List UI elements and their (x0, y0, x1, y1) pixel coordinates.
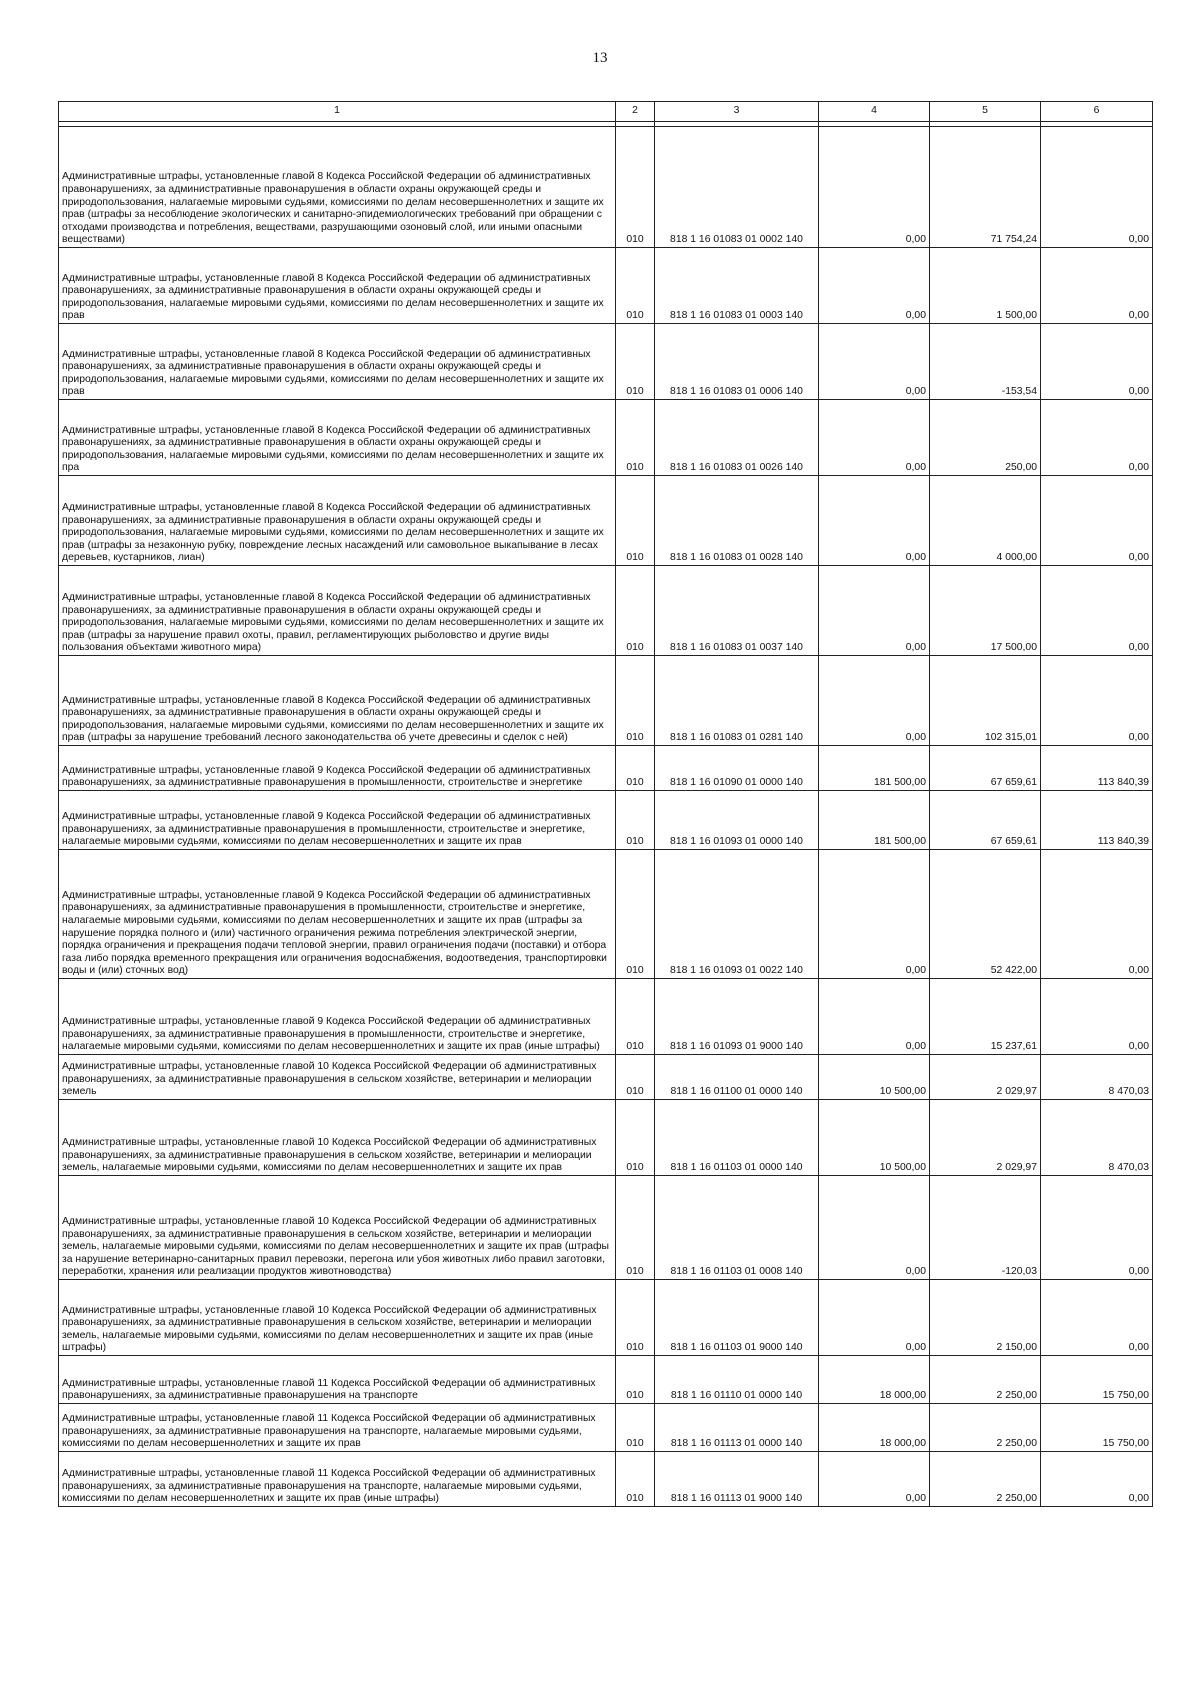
row-col6-cell: 0,00 (1041, 1452, 1153, 1507)
row-name-cell: Административные штрафы, установленные главой 8 Кодекса Российской Федерации об административных правонарушениях, за административные правонарушения в области охраны окружающей среды и природопользования, налагаемые мировыми судьями, комиссиями по делам несовершеннолетних и защите их прав (штрафы за нарушение требований лесного законодательства об учете древесины и сделок с ней) (59, 656, 616, 746)
row-line-code-cell: 010 (616, 979, 655, 1055)
row-line-code-cell: 010 (616, 400, 655, 476)
row-line-code-cell: 010 (616, 791, 655, 850)
row-col5-cell: 4 000,00 (930, 476, 1041, 566)
row-name-cell: Административные штрафы, установленные главой 11 Кодекса Российской Федерации об административных правонарушениях, за административные правонарушения на транспорте, налагаемые мировыми судьями, комиссиями по делам несовершеннолетних и защите их прав (59, 1404, 616, 1452)
row-name-cell: Административные штрафы, установленные главой 10 Кодекса Российской Федерации об административных правонарушениях, за административные правонарушения в сельском хозяйстве, ветеринарии и мелиорации земель (59, 1055, 616, 1100)
row-col4-cell: 0,00 (819, 656, 930, 746)
row-budget-code-cell: 818 1 16 01113 01 9000 140 (655, 1452, 819, 1507)
row-budget-code-cell: 818 1 16 01083 01 0037 140 (655, 566, 819, 656)
table-row (59, 1176, 1153, 1280)
row-col5-cell: 71 754,24 (930, 127, 1041, 248)
row-col4-cell: 181 500,00 (819, 791, 930, 850)
table-row (59, 324, 1153, 400)
row-col5-cell: -153,54 (930, 324, 1041, 400)
row-col6-cell: 0,00 (1041, 248, 1153, 324)
row-col6-cell: 8 470,03 (1041, 1100, 1153, 1176)
row-col4-cell: 18 000,00 (819, 1404, 930, 1452)
table-row (59, 566, 1153, 656)
row-col4-cell: 10 500,00 (819, 1100, 930, 1176)
row-col6-cell: 0,00 (1041, 850, 1153, 979)
column-header-5: 5 (930, 102, 1041, 122)
row-name-cell: Административные штрафы, установленные главой 9 Кодекса Российской Федерации об административных правонарушениях, за административные правонарушения в промышленности, строительстве и энергетике, налагаемые мировыми судьями, комиссиями по делам несовершеннолетних и защите их прав (59, 791, 616, 850)
table-row (59, 791, 1153, 850)
row-col5-cell: 250,00 (930, 400, 1041, 476)
row-col5-cell: 2 250,00 (930, 1452, 1041, 1507)
column-header-6: 6 (1041, 102, 1153, 122)
row-line-code-cell: 010 (616, 1356, 655, 1404)
row-col5-cell: 2 150,00 (930, 1280, 1041, 1356)
row-name-cell: Административные штрафы, установленные главой 8 Кодекса Российской Федерации об административных правонарушениях, за административные правонарушения в области охраны окружающей среды и природопользования, налагаемые мировыми судьями, комиссиями по делам несовершеннолетних и защите их прав (штрафы за несоблюдение экологических и санитарно-эпидемиологических требований при обращении с отходами производства и потребления, веществами, разрушающими озоновый слой, или иными опасными веществами) (59, 127, 616, 248)
row-col6-cell: 0,00 (1041, 566, 1153, 656)
row-line-code-cell: 010 (616, 1176, 655, 1280)
row-col6-cell: 8 470,03 (1041, 1055, 1153, 1100)
column-number-row (59, 102, 1153, 122)
row-col4-cell: 0,00 (819, 476, 930, 566)
row-col4-cell: 0,00 (819, 1280, 930, 1356)
row-budget-code-cell: 818 1 16 01110 01 0000 140 (655, 1356, 819, 1404)
row-name-cell: Административные штрафы, установленные главой 10 Кодекса Российской Федерации об административных правонарушениях, за административные правонарушения в сельском хозяйстве, ветеринарии и мелиорации земель, налагаемые мировыми судьями, комиссиями по делам несовершеннолетних и защите их прав (59, 1100, 616, 1176)
row-col6-cell: 0,00 (1041, 979, 1153, 1055)
table-row (59, 850, 1153, 979)
row-budget-code-cell: 818 1 16 01093 01 9000 140 (655, 979, 819, 1055)
table-row (59, 1280, 1153, 1356)
row-col4-cell: 0,00 (819, 566, 930, 656)
row-col6-cell: 15 750,00 (1041, 1356, 1153, 1404)
row-col4-cell: 0,00 (819, 1452, 930, 1507)
row-col5-cell: 102 315,01 (930, 656, 1041, 746)
table-row (59, 248, 1153, 324)
row-col5-cell: 1 500,00 (930, 248, 1041, 324)
table-row (59, 746, 1153, 791)
row-line-code-cell: 010 (616, 1280, 655, 1356)
table-row (59, 979, 1153, 1055)
row-col4-cell: 0,00 (819, 979, 930, 1055)
row-line-code-cell: 010 (616, 127, 655, 248)
table-row (59, 1055, 1153, 1100)
row-budget-code-cell: 818 1 16 01083 01 0002 140 (655, 127, 819, 248)
row-budget-code-cell: 818 1 16 01083 01 0006 140 (655, 324, 819, 400)
row-line-code-cell: 010 (616, 1100, 655, 1176)
row-col6-cell: 15 750,00 (1041, 1404, 1153, 1452)
row-budget-code-cell: 818 1 16 01093 01 0000 140 (655, 791, 819, 850)
row-name-cell: Административные штрафы, установленные главой 9 Кодекса Российской Федерации об административных правонарушениях, за административные правонарушения в промышленности, строительстве и энергетике, налагаемые мировыми судьями, комиссиями по делам несовершеннолетних и защите их прав (иные штрафы) (59, 979, 616, 1055)
row-budget-code-cell: 818 1 16 01113 01 0000 140 (655, 1404, 819, 1452)
table-row (59, 400, 1153, 476)
column-header-2: 2 (616, 102, 655, 122)
row-budget-code-cell: 818 1 16 01083 01 0281 140 (655, 656, 819, 746)
row-budget-code-cell: 818 1 16 01093 01 0022 140 (655, 850, 819, 979)
row-col6-cell: 0,00 (1041, 476, 1153, 566)
row-col5-cell: 15 237,61 (930, 979, 1041, 1055)
table-row (59, 127, 1153, 248)
row-col4-cell: 0,00 (819, 400, 930, 476)
row-line-code-cell: 010 (616, 1404, 655, 1452)
row-budget-code-cell: 818 1 16 01090 01 0000 140 (655, 746, 819, 791)
row-name-cell: Административные штрафы, установленные главой 10 Кодекса Российской Федерации об административных правонарушениях, за административные правонарушения в сельском хозяйстве, ветеринарии и мелиорации земель, налагаемые мировыми судьями, комиссиями по делам несовершеннолетних и защите их прав (иные штрафы) (59, 1280, 616, 1356)
row-col5-cell: -120,03 (930, 1176, 1041, 1280)
row-col4-cell: 181 500,00 (819, 746, 930, 791)
row-col5-cell: 2 250,00 (930, 1356, 1041, 1404)
table-row (59, 1452, 1153, 1507)
row-line-code-cell: 010 (616, 324, 655, 400)
column-header-1: 1 (59, 102, 616, 122)
table-body (59, 127, 1153, 1507)
row-line-code-cell: 010 (616, 248, 655, 324)
row-name-cell: Административные штрафы, установленные главой 10 Кодекса Российской Федерации об административных правонарушениях, за административные правонарушения в сельском хозяйстве, ветеринарии и мелиорации земель, налагаемые мировыми судьями, комиссиями по делам несовершеннолетних и защите их прав (штрафы за нарушение ветеринарно-санитарных правил перевозки, перегона или убоя животных либо правил заготовки, переработки, хранения или реализации продуктов животноводства) (59, 1176, 616, 1280)
row-budget-code-cell: 818 1 16 01103 01 0000 140 (655, 1100, 819, 1176)
row-col6-cell: 0,00 (1041, 400, 1153, 476)
table-row (59, 1100, 1153, 1176)
table-row (59, 476, 1153, 566)
row-line-code-cell: 010 (616, 476, 655, 566)
column-header-3: 3 (655, 102, 819, 122)
row-line-code-cell: 010 (616, 566, 655, 656)
row-name-cell: Административные штрафы, установленные главой 9 Кодекса Российской Федерации об административных правонарушениях, за административные правонарушения в промышленности, строительстве и энергетике (59, 746, 616, 791)
row-name-cell: Административные штрафы, установленные главой 11 Кодекса Российской Федерации об административных правонарушениях, за административные правонарушения на транспорте, налагаемые мировыми судьями, комиссиями по делам несовершеннолетних и защите их прав (иные штрафы) (59, 1452, 616, 1507)
row-col5-cell: 2 029,97 (930, 1055, 1041, 1100)
row-col4-cell: 0,00 (819, 248, 930, 324)
row-name-cell: Административные штрафы, установленные главой 11 Кодекса Российской Федерации об административных правонарушениях, за административные правонарушения на транспорте (59, 1356, 616, 1404)
revenue-table (58, 101, 1153, 1507)
table-row (59, 1404, 1153, 1452)
row-col6-cell: 0,00 (1041, 127, 1153, 248)
row-line-code-cell: 010 (616, 746, 655, 791)
row-line-code-cell: 010 (616, 1055, 655, 1100)
page-number: 13 (592, 50, 608, 66)
row-budget-code-cell: 818 1 16 01083 01 0003 140 (655, 248, 819, 324)
table-row (59, 1356, 1153, 1404)
row-budget-code-cell: 818 1 16 01083 01 0028 140 (655, 476, 819, 566)
row-budget-code-cell: 818 1 16 01083 01 0026 140 (655, 400, 819, 476)
row-name-cell: Административные штрафы, установленные главой 8 Кодекса Российской Федерации об административных правонарушениях, за административные правонарушения в области охраны окружающей среды и природопользования, налагаемые мировыми судьями, комиссиями по делам несовершеннолетних и защите их прав (штрафы за незаконную рубку, повреждение лесных насаждений или самовольное выкапывание в лесах деревьев, кустарников, лиан) (59, 476, 616, 566)
row-line-code-cell: 010 (616, 850, 655, 979)
row-col4-cell: 0,00 (819, 850, 930, 979)
row-col4-cell: 18 000,00 (819, 1356, 930, 1404)
row-col5-cell: 2 029,97 (930, 1100, 1041, 1176)
row-col4-cell: 0,00 (819, 1176, 930, 1280)
row-line-code-cell: 010 (616, 1452, 655, 1507)
table-row (59, 656, 1153, 746)
row-budget-code-cell: 818 1 16 01100 01 0000 140 (655, 1055, 819, 1100)
row-col6-cell: 0,00 (1041, 1176, 1153, 1280)
row-col5-cell: 2 250,00 (930, 1404, 1041, 1452)
row-col5-cell: 67 659,61 (930, 746, 1041, 791)
row-col5-cell: 67 659,61 (930, 791, 1041, 850)
row-col4-cell: 0,00 (819, 324, 930, 400)
row-col6-cell: 113 840,39 (1041, 791, 1153, 850)
row-col6-cell: 0,00 (1041, 656, 1153, 746)
row-name-cell: Административные штрафы, установленные главой 9 Кодекса Российской Федерации об административных правонарушениях, за административные правонарушения в промышленности, строительстве и энергетике, налагаемые мировыми судьями, комиссиями по делам несовершеннолетних и защите их прав (штрафы за нарушение порядка полного и (или) частичного ограничения режима потребления электрической энергии, порядка ограничения и прекращения подачи тепловой энергии, правил ограничения подачи (поставки) и отбора газа либо порядка временного прекращения или ограничения водоснабжения, водоотведения, транспортировки воды и (или) сточных вод) (59, 850, 616, 979)
row-col6-cell: 113 840,39 (1041, 746, 1153, 791)
row-col6-cell: 0,00 (1041, 1280, 1153, 1356)
row-col6-cell: 0,00 (1041, 324, 1153, 400)
row-col5-cell: 17 500,00 (930, 566, 1041, 656)
row-line-code-cell: 010 (616, 656, 655, 746)
column-header-4: 4 (819, 102, 930, 122)
row-name-cell: Административные штрафы, установленные главой 8 Кодекса Российской Федерации об административных правонарушениях, за административные правонарушения в области охраны окружающей среды и природопользования, налагаемые мировыми судьями, комиссиями по делам несовершеннолетних и защите их пра (59, 400, 616, 476)
row-name-cell: Административные штрафы, установленные главой 8 Кодекса Российской Федерации об административных правонарушениях, за административные правонарушения в области охраны окружающей среды и природопользования, налагаемые мировыми судьями, комиссиями по делам несовершеннолетних и защите их прав (штрафы за нарушение правил охоты, правил, регламентирующих рыболовство и другие виды пользования объектами животного мира) (59, 566, 616, 656)
row-name-cell: Административные штрафы, установленные главой 8 Кодекса Российской Федерации об административных правонарушениях, за административные правонарушения в области охраны окружающей среды и природопользования, налагаемые мировыми судьями, комиссиями по делам несовершеннолетних и защите их прав (59, 248, 616, 324)
row-name-cell: Административные штрафы, установленные главой 8 Кодекса Российской Федерации об административных правонарушениях, за административные правонарушения в области охраны окружающей среды и природопользования, налагаемые мировыми судьями, комиссиями по делам несовершеннолетних и защите их прав (59, 324, 616, 400)
row-budget-code-cell: 818 1 16 01103 01 9000 140 (655, 1280, 819, 1356)
row-col4-cell: 0,00 (819, 127, 930, 248)
row-budget-code-cell: 818 1 16 01103 01 0008 140 (655, 1176, 819, 1280)
row-col5-cell: 52 422,00 (930, 850, 1041, 979)
row-col4-cell: 10 500,00 (819, 1055, 930, 1100)
